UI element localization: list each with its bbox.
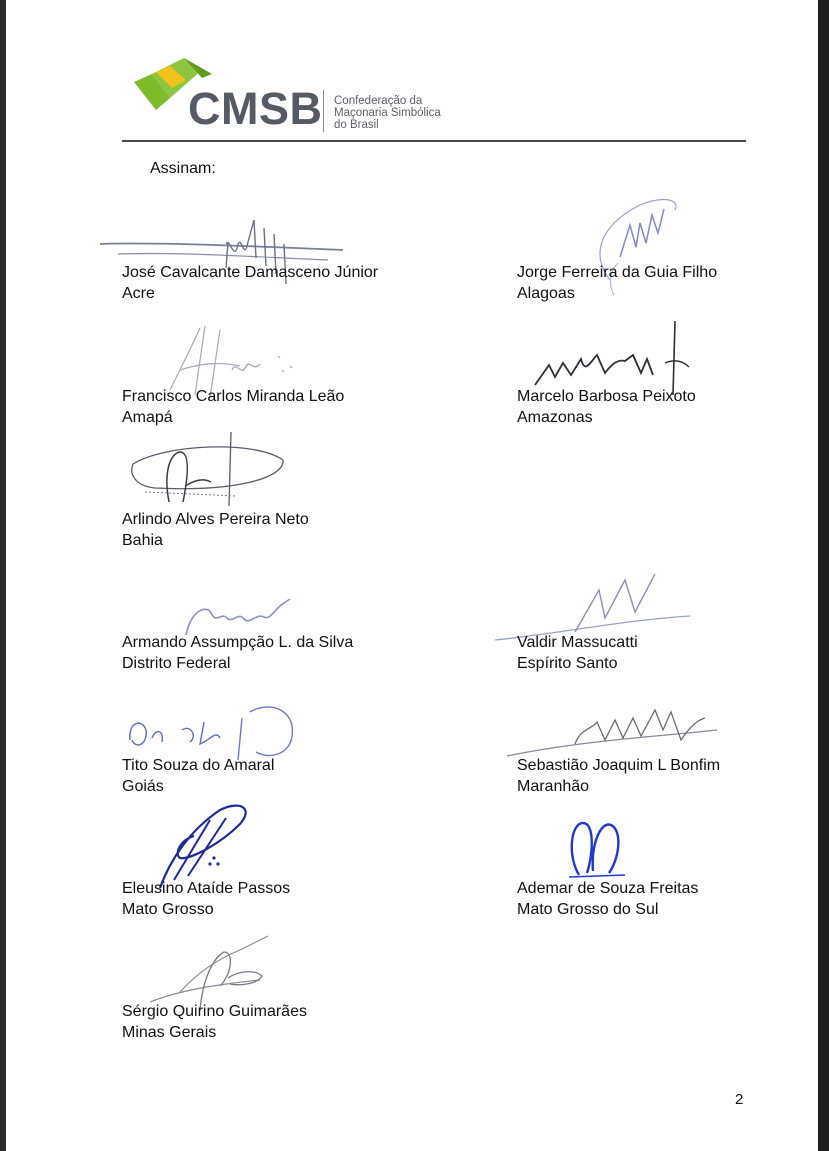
scan-edge-right — [818, 0, 829, 1151]
signatory-state: Mato Grosso — [122, 901, 214, 918]
signatory-state: Acre — [122, 285, 155, 302]
signatory — [122, 755, 402, 797]
org-line: Maçonaria Simbólica — [334, 107, 441, 119]
signatory — [517, 262, 797, 304]
signatory-state: Bahia — [122, 532, 163, 549]
signatory-state: Goiás — [122, 778, 164, 795]
intro-label: Assinam: — [150, 160, 216, 177]
signatory-state: Alagoas — [517, 285, 575, 302]
signatory-name: Jorge Ferreira da Guia Filho — [517, 264, 718, 281]
header-rule — [122, 140, 746, 142]
logo-divider — [323, 90, 324, 132]
signatory — [122, 1001, 402, 1043]
signatory-name: Valdir Massucatti — [517, 634, 638, 651]
signatory-name: Sebastião Joaquim L Bonfim — [517, 757, 721, 774]
signatory-name: Armando Assumpção L. da Silva — [122, 634, 354, 651]
signatory-name: Ademar de Souza Freitas — [517, 880, 699, 897]
signatory-name: Eleusino Ataíde Passos — [122, 880, 291, 897]
org-line: Confederação da — [334, 95, 423, 107]
signatory — [122, 262, 402, 304]
signatory — [122, 509, 402, 551]
signatory-name: Sérgio Quirino Guimarães — [122, 1003, 307, 1020]
letterhead — [126, 52, 446, 136]
organization-name — [334, 95, 464, 131]
document-page — [6, 0, 818, 1151]
org-line: do Brasil — [334, 119, 379, 131]
signatory — [122, 632, 402, 674]
signatory — [517, 386, 797, 428]
logo-wordmark: CMSB — [188, 83, 323, 134]
signatory-state: Minas Gerais — [122, 1024, 217, 1041]
signatory-state: Amapá — [122, 409, 173, 426]
signatory — [517, 878, 797, 920]
signatory-state: Espírito Santo — [517, 655, 618, 672]
signatory-name: Tito Souza do Amaral — [122, 757, 275, 774]
signatory — [122, 878, 402, 920]
signatory-name: Francisco Carlos Miranda Leão — [122, 388, 345, 405]
signatory — [122, 386, 402, 428]
signatory-state: Distrito Federal — [122, 655, 231, 672]
signatory-name: Arlindo Alves Pereira Neto — [122, 511, 309, 528]
signatory-state: Mato Grosso do Sul — [517, 901, 659, 918]
page-number: 2 — [735, 1091, 744, 1108]
signatory-state: Amazonas — [517, 409, 593, 426]
signatory-state: Maranhão — [517, 778, 590, 795]
signatory-name: Marcelo Barbosa Peixoto — [517, 388, 696, 405]
signatory — [517, 632, 797, 674]
signatory-name: José Cavalcante Damasceno Júnior — [122, 264, 379, 281]
signatory — [517, 755, 797, 797]
